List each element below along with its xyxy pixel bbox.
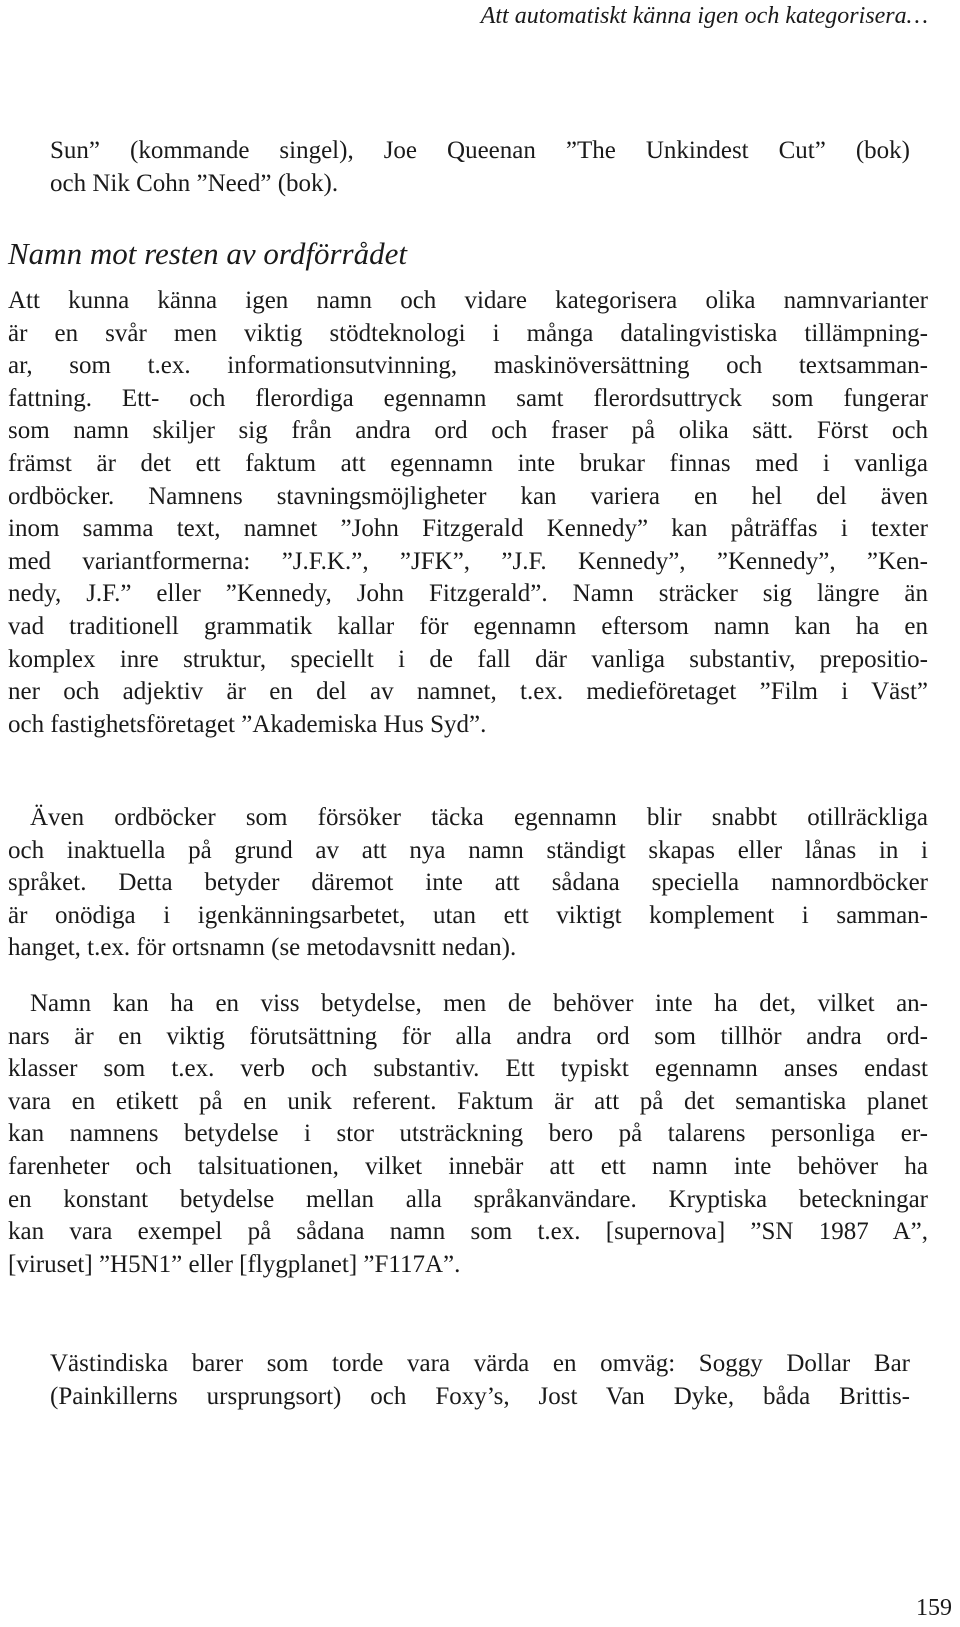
text-line: kan namnens betydelse i stor utsträckning bero på talarens personliga er- — [8, 1120, 928, 1148]
text-line: kan vara exempel på sådana namn som t.ex. [supernova] ”SN 1987 A”, — [8, 1218, 928, 1246]
text-line: klasser som t.ex. verb och substantiv. Ett typiskt egennamn anses endast — [8, 1055, 928, 1083]
text-line: vara en etikett på en unik referent. Faktum är att på det semantiska planet — [8, 1087, 928, 1115]
bottom-quote — [50, 1348, 910, 1413]
text-line: och Nik Cohn ”Need” (bok). — [50, 169, 339, 197]
text-line: inom samma text, namnet ”John Fitzgerald Kennedy” kan påträffas i texter — [8, 515, 928, 543]
text-line: är en svår men viktig stödteknologi i många datalingvistiska tillämpning- — [8, 319, 928, 347]
text-line: nedy, J.F.” eller ”Kennedy, John Fitzgerald”. Namn sträcker sig längre än — [8, 580, 928, 608]
text-line: och inaktuella på grund av att nya namn ständigt skapas eller lånas in i — [8, 836, 928, 864]
top-quote — [50, 135, 910, 200]
text-line: Västindiska barer som torde vara värda en omväg: Soggy Dollar Bar — [50, 1350, 910, 1377]
text-line: Även ordböcker som försöker täcka egennamn blir snabbt otillräckliga — [30, 804, 928, 831]
text-line: nars är en viktig förutsättning för alla andra ord som tillhör andra ord- — [8, 1022, 928, 1050]
text-line: med variantformerna: ”J.F.K.”, ”JFK”, ”J.F. Kennedy”, ”Kennedy”, ”Ken- — [8, 547, 928, 575]
paragraph-3 — [8, 988, 928, 1281]
text-line: farenheter och talsituationen, vilket innebär att ett namn inte behöver ha — [8, 1152, 928, 1180]
text-line: och fastighetsföretaget ”Akademiska Hus Syd”. — [8, 710, 487, 738]
running-header: Att automatiskt känna igen och kategorisera… — [480, 3, 928, 29]
text-line: komplex inre struktur, speciellt i de fall där vanliga substantiv, prepositio- — [8, 645, 928, 673]
paragraph-2 — [8, 802, 928, 965]
text-line: hanget, t.ex. för ortsnamn (se metodavsnitt nedan). — [8, 934, 517, 962]
text-line: Namn kan ha en viss betydelse, men de behöver inte ha det, vilket an- — [30, 990, 928, 1017]
text-line: [viruset] ”H5N1” eller [flygplanet] ”F117A”. — [8, 1250, 461, 1278]
text-line: vad traditionell grammatik kallar för egennamn eftersom namn kan ha en — [8, 612, 928, 640]
text-line: en konstant betydelse mellan alla språkanvändare. Kryptiska beteckningar — [8, 1185, 928, 1213]
text-line: ner och adjektiv är en del av namnet, t.ex. medieföretaget ”Film i Väst” — [8, 678, 928, 706]
text-line: som namn skiljer sig från andra ord och fraser på olika sätt. Först och — [8, 417, 928, 445]
text-line: Sun” (kommande singel), Joe Queenan ”The Unkindest Cut” (bok) — [50, 137, 910, 164]
text-line: Att kunna känna igen namn och vidare kategorisera olika namnvarianter — [8, 287, 928, 314]
text-line: främst är det ett faktum att egennamn inte brukar finnas med i vanliga — [8, 449, 928, 477]
section-heading: Namn mot resten av ordförrådet — [8, 236, 407, 271]
text-line: är onödiga i igenkänningsarbetet, utan ett viktigt komplement i samman- — [8, 901, 928, 929]
text-line: språket. Detta betyder däremot inte att sådana speciella namnordböcker — [8, 869, 928, 897]
text-line: (Painkillerns ursprungsort) och Foxy’s, Jost Van Dyke, båda Brittis- — [50, 1382, 910, 1410]
text-line: fattning. Ett- och flerordiga egennamn samt flerordsuttryck som fungerar — [8, 384, 928, 412]
page-number: 159 — [916, 1595, 952, 1621]
text-line: ordböcker. Namnens stavningsmöjligheter kan variera en hel del även — [8, 482, 928, 510]
paragraph-1 — [8, 285, 928, 741]
text-line: ar, som t.ex. informationsutvinning, maskinöversättning och textsamman- — [8, 352, 928, 380]
